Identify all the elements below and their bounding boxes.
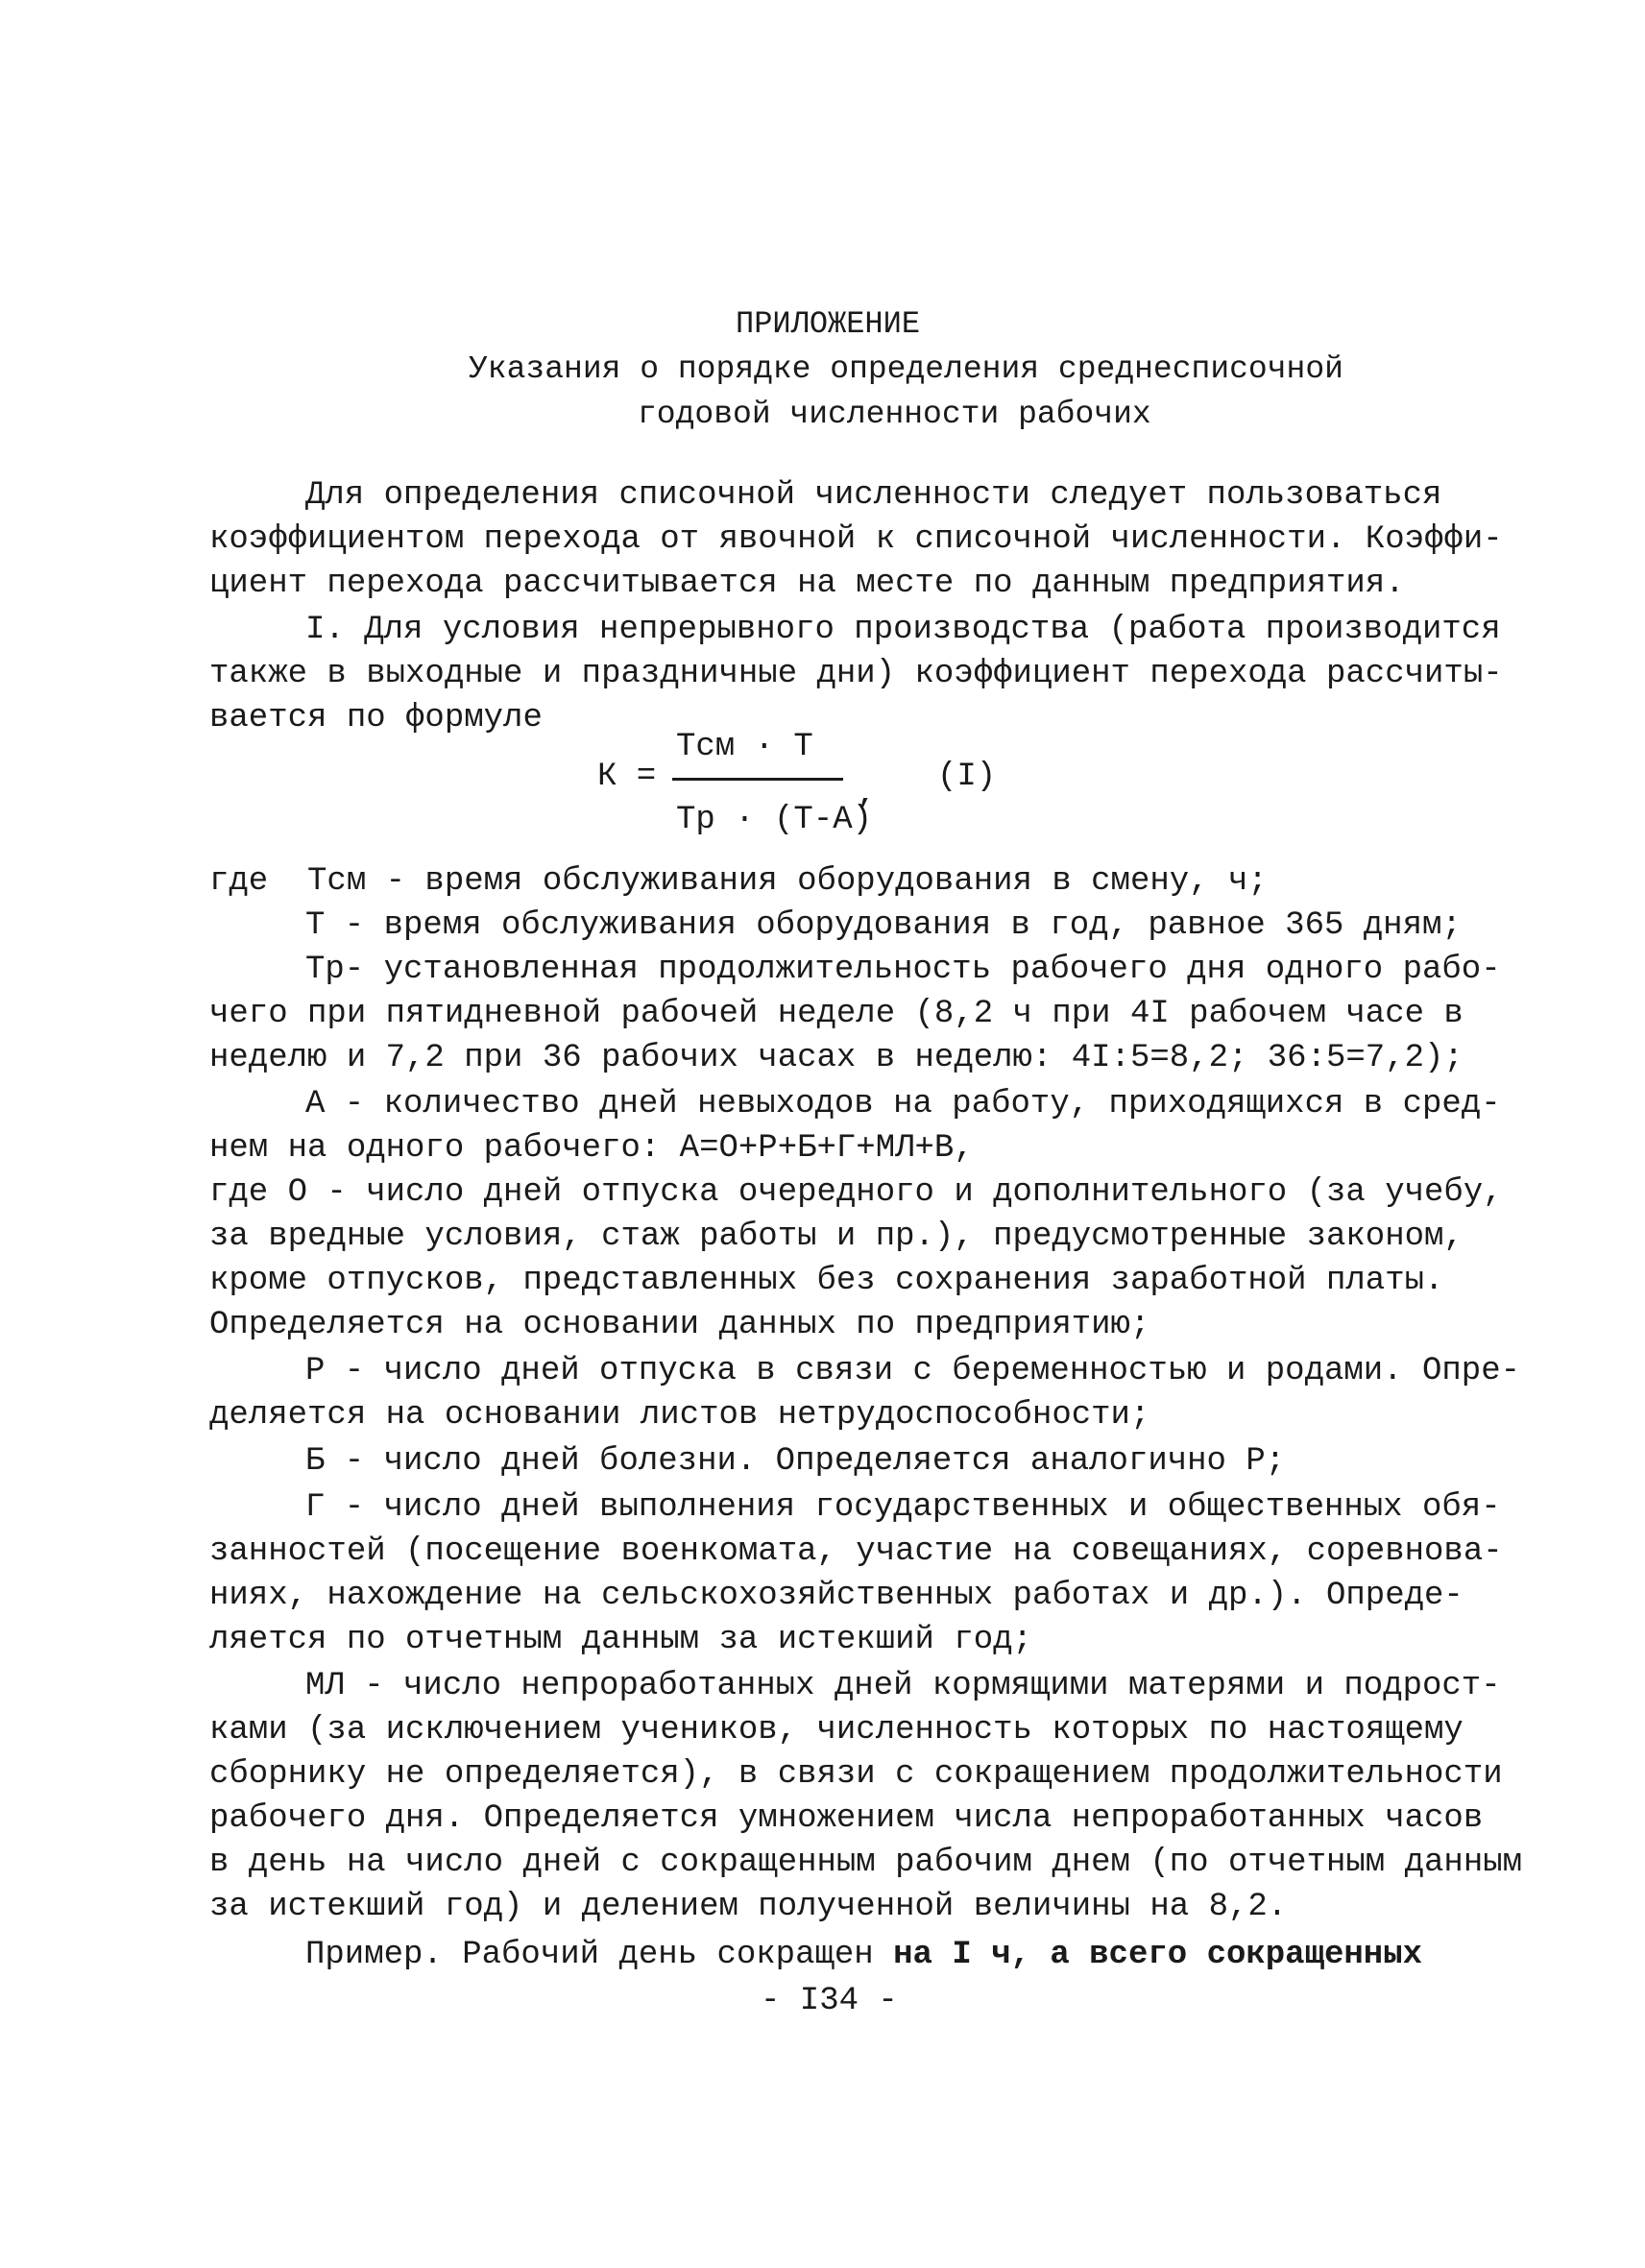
- item1-line-1: I. Для условия непрерывного производства (работа производится: [305, 612, 1501, 648]
- definition-line: сборнику не определяется), в связи с сокращением продолжительности: [209, 1756, 1503, 1793]
- example-line: [305, 1936, 1422, 1974]
- definition-line: А - количество дней невыходов на работу, приходящихся в сред-: [305, 1086, 1501, 1122]
- definition-line: Б - число дней болезни. Определяется аналогично Р;: [305, 1443, 1286, 1480]
- definition-line: Р - число дней отпуска в связи с беременностью и родами. Опре-: [305, 1353, 1521, 1389]
- intro-line-2: коэффициентом перехода от явочной к списочной численности. Коэффи-: [209, 521, 1503, 558]
- definition-line: неделю и 7,2 при 36 рабочих часах в неделю: 4I:5=8,2; 36:5=7,2);: [209, 1040, 1464, 1076]
- formula-comma: ,: [857, 777, 877, 813]
- formula-lhs: К =: [597, 759, 657, 795]
- appendix-heading: ПРИЛОЖЕНИЕ: [736, 306, 921, 342]
- fraction-bar: [672, 778, 843, 781]
- item1-line-3: вается по формуле: [209, 700, 543, 736]
- definition-line: занностей (посещение военкомата, участие на совещаниях, соревнова-: [209, 1533, 1503, 1570]
- definition-line: Тр- установленная продолжительность рабочего дня одного рабо-: [305, 952, 1501, 988]
- intro-line-3: циент перехода рассчитывается на месте по данным предприятия.: [209, 566, 1405, 602]
- definition-line: ляется по отчетным данным за истекший год;: [209, 1622, 1032, 1658]
- definition-line: где О - число дней отпуска очередного и дополнительного (за учебу,: [209, 1174, 1503, 1211]
- formula-numerator: Тсм · Т: [676, 729, 813, 765]
- item1-line-2: также в выходные и праздничные дни) коэффициент перехода рассчиты-: [209, 656, 1503, 692]
- example-lead: Пример. Рабочий день сокращен: [305, 1937, 894, 1973]
- formula-number: (I): [937, 759, 997, 795]
- definition-line: Г - число дней выполнения государственных и общественных обя-: [305, 1489, 1501, 1526]
- definition-line: Т - время обслуживания оборудования в год, равное 365 дням;: [305, 907, 1462, 944]
- definition-line: ниях, нахождение на сельскохозяйственных работах и др.). Опреде-: [209, 1578, 1464, 1614]
- page-number: - I34 -: [761, 1983, 898, 2019]
- definition-line: МЛ - число непроработанных дней кормящими матерями и подрост-: [305, 1668, 1501, 1704]
- definition-line: где Тсм - время обслуживания оборудования в смену, ч;: [209, 863, 1268, 900]
- title-line-1: Указания о порядке определения среднесписочной: [469, 351, 1343, 387]
- formula-denominator: Тр · (Т-А): [676, 802, 873, 838]
- definition-line: нем на одного рабочего: А=О+Р+Б+Г+МЛ+В,: [209, 1130, 974, 1167]
- title-line-2: годовой численности рабочих: [638, 397, 1151, 432]
- intro-line-1: Для определения списочной численности следует пользоваться: [305, 477, 1442, 514]
- definition-line: Определяется на основании данных по предприятию;: [209, 1307, 1150, 1343]
- definition-line: деляется на основании листов нетрудоспособности;: [209, 1397, 1150, 1434]
- definition-line: ками (за исключением учеников, численность которых по настоящему: [209, 1712, 1464, 1749]
- definition-line: кроме отпусков, представленных без сохранения заработной платы.: [209, 1263, 1444, 1299]
- definition-line: в день на число дней с сокращенным рабочим днем (по отчетным данным: [209, 1845, 1523, 1881]
- definition-line: рабочего дня. Определяется умножением числа непроработанных часов: [209, 1800, 1484, 1837]
- example-bold: на I ч, а всего сокращенных: [893, 1937, 1422, 1973]
- definition-line: за вредные условия, стаж работы и пр.), предусмотренные законом,: [209, 1218, 1464, 1255]
- definition-line: за истекший год) и делением полученной величины на 8,2.: [209, 1889, 1288, 1925]
- definition-line: чего при пятидневной рабочей неделе (8,2 ч при 4I рабочем часе в: [209, 996, 1464, 1032]
